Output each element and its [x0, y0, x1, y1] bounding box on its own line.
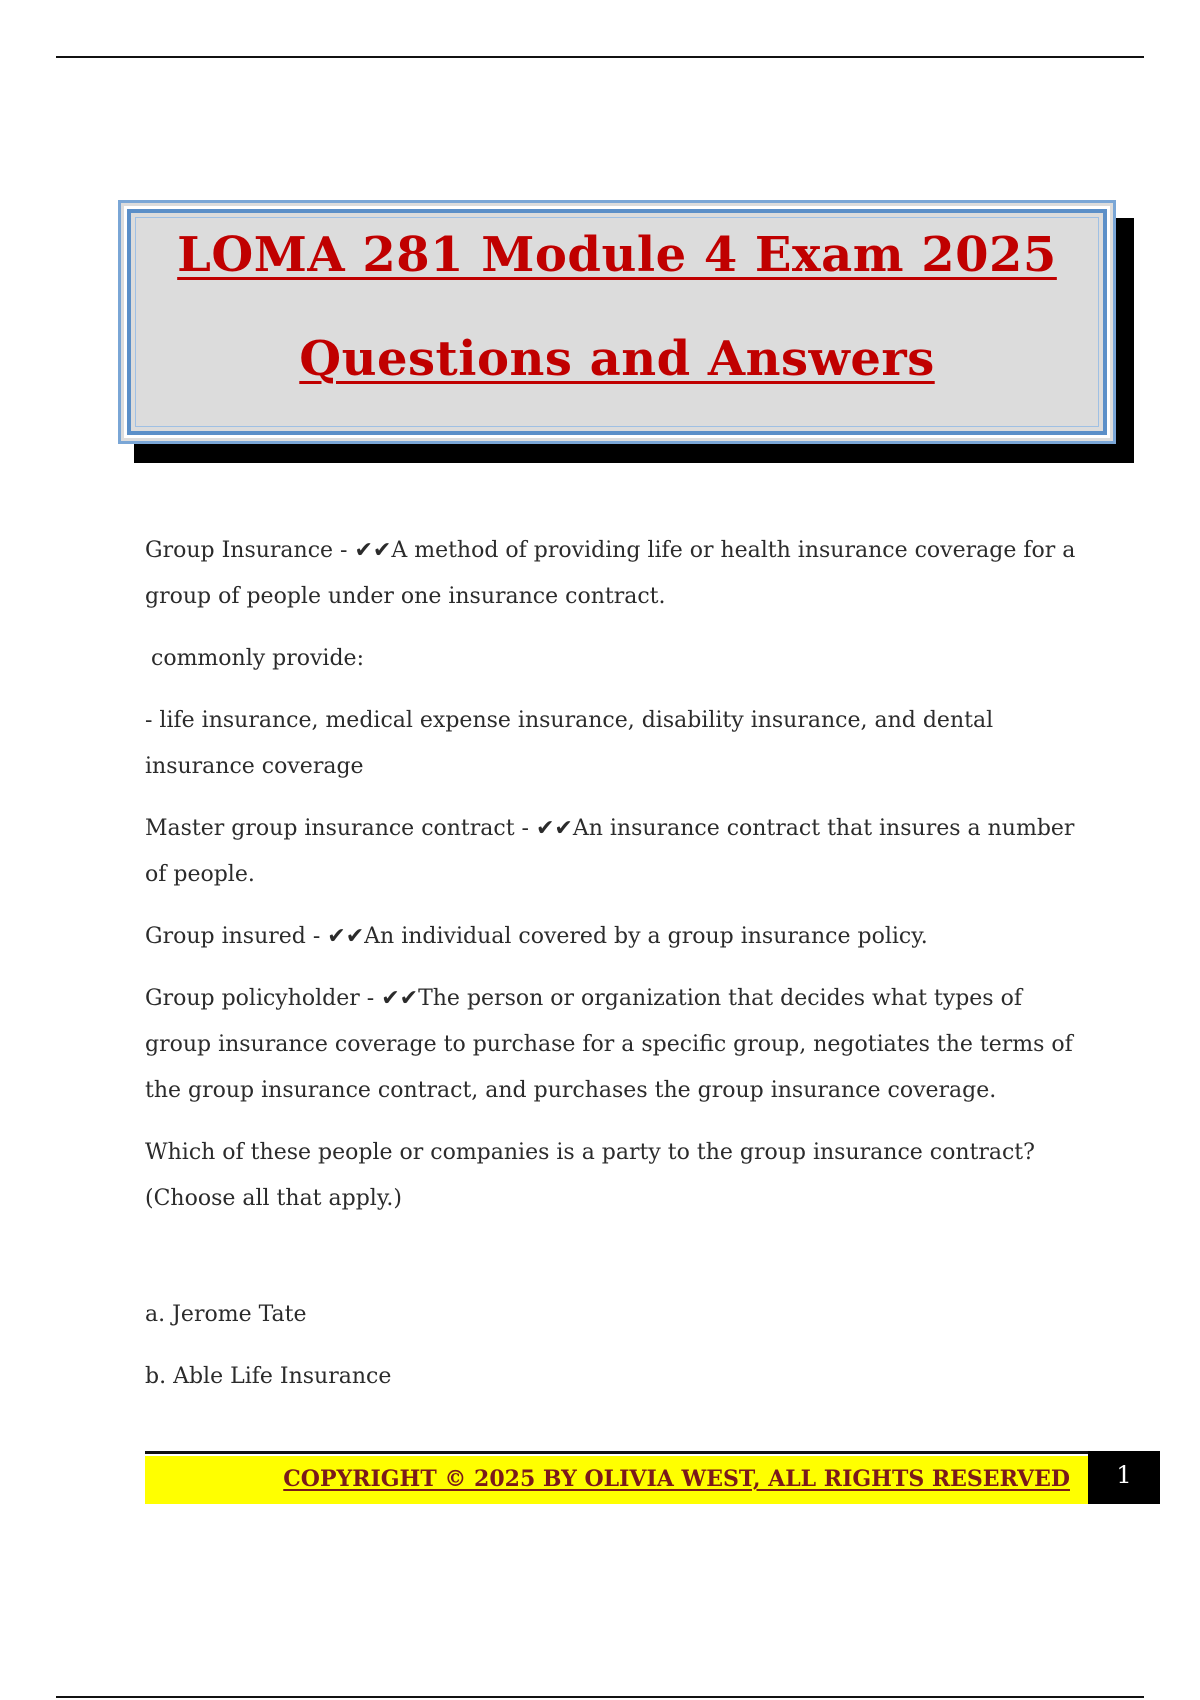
title-box [118, 200, 1116, 444]
page-number: 1 [1116, 1461, 1132, 1489]
commonly-provide-label: commonly provide: [151, 646, 364, 671]
bottom-rule [56, 1696, 1144, 1698]
document-body [145, 528, 1095, 1416]
footer-rule [145, 1451, 1088, 1454]
page-number-box [1088, 1451, 1160, 1504]
document-title-line-1: LOMA 281 Module 4 Exam 2025 [177, 227, 1057, 283]
definition-master-group-contract: Master group insurance contract - ✔✔An insurance contract that insures a number of people. [145, 816, 1075, 887]
spacer [145, 1238, 1095, 1292]
footer-bar [145, 1456, 1088, 1504]
answer-option-b: b. Able Life Insurance [145, 1364, 392, 1389]
coverage-list: - life insurance, medical expense insurance, disability insurance, and dental insurance coverage [145, 708, 994, 779]
definition-group-policyholder: Group policyholder - ✔✔The person or organization that decides what types of group insurance coverage to purchase for a specific group, negotiates the terms of the group insurance contract, and purchases the group insurance coverage. [145, 986, 1073, 1103]
document-title-line-2: Questions and Answers [299, 331, 935, 387]
copyright-notice: COPYRIGHT © 2025 BY OLIVIA WEST, ALL RIGHTS RESERVED [283, 1466, 1070, 1492]
top-rule [56, 56, 1144, 58]
question-text: Which of these people or companies is a party to the group insurance contract? (Choose all that apply.) [145, 1140, 1035, 1211]
definition-group-insured: Group insured - ✔✔An individual covered by a group insurance policy. [145, 924, 928, 949]
answer-option-a: a. Jerome Tate [145, 1302, 307, 1327]
definition-group-insurance: Group Insurance - ✔✔A method of providing life or health insurance coverage for a group of people under one insurance contract. [145, 538, 1076, 609]
